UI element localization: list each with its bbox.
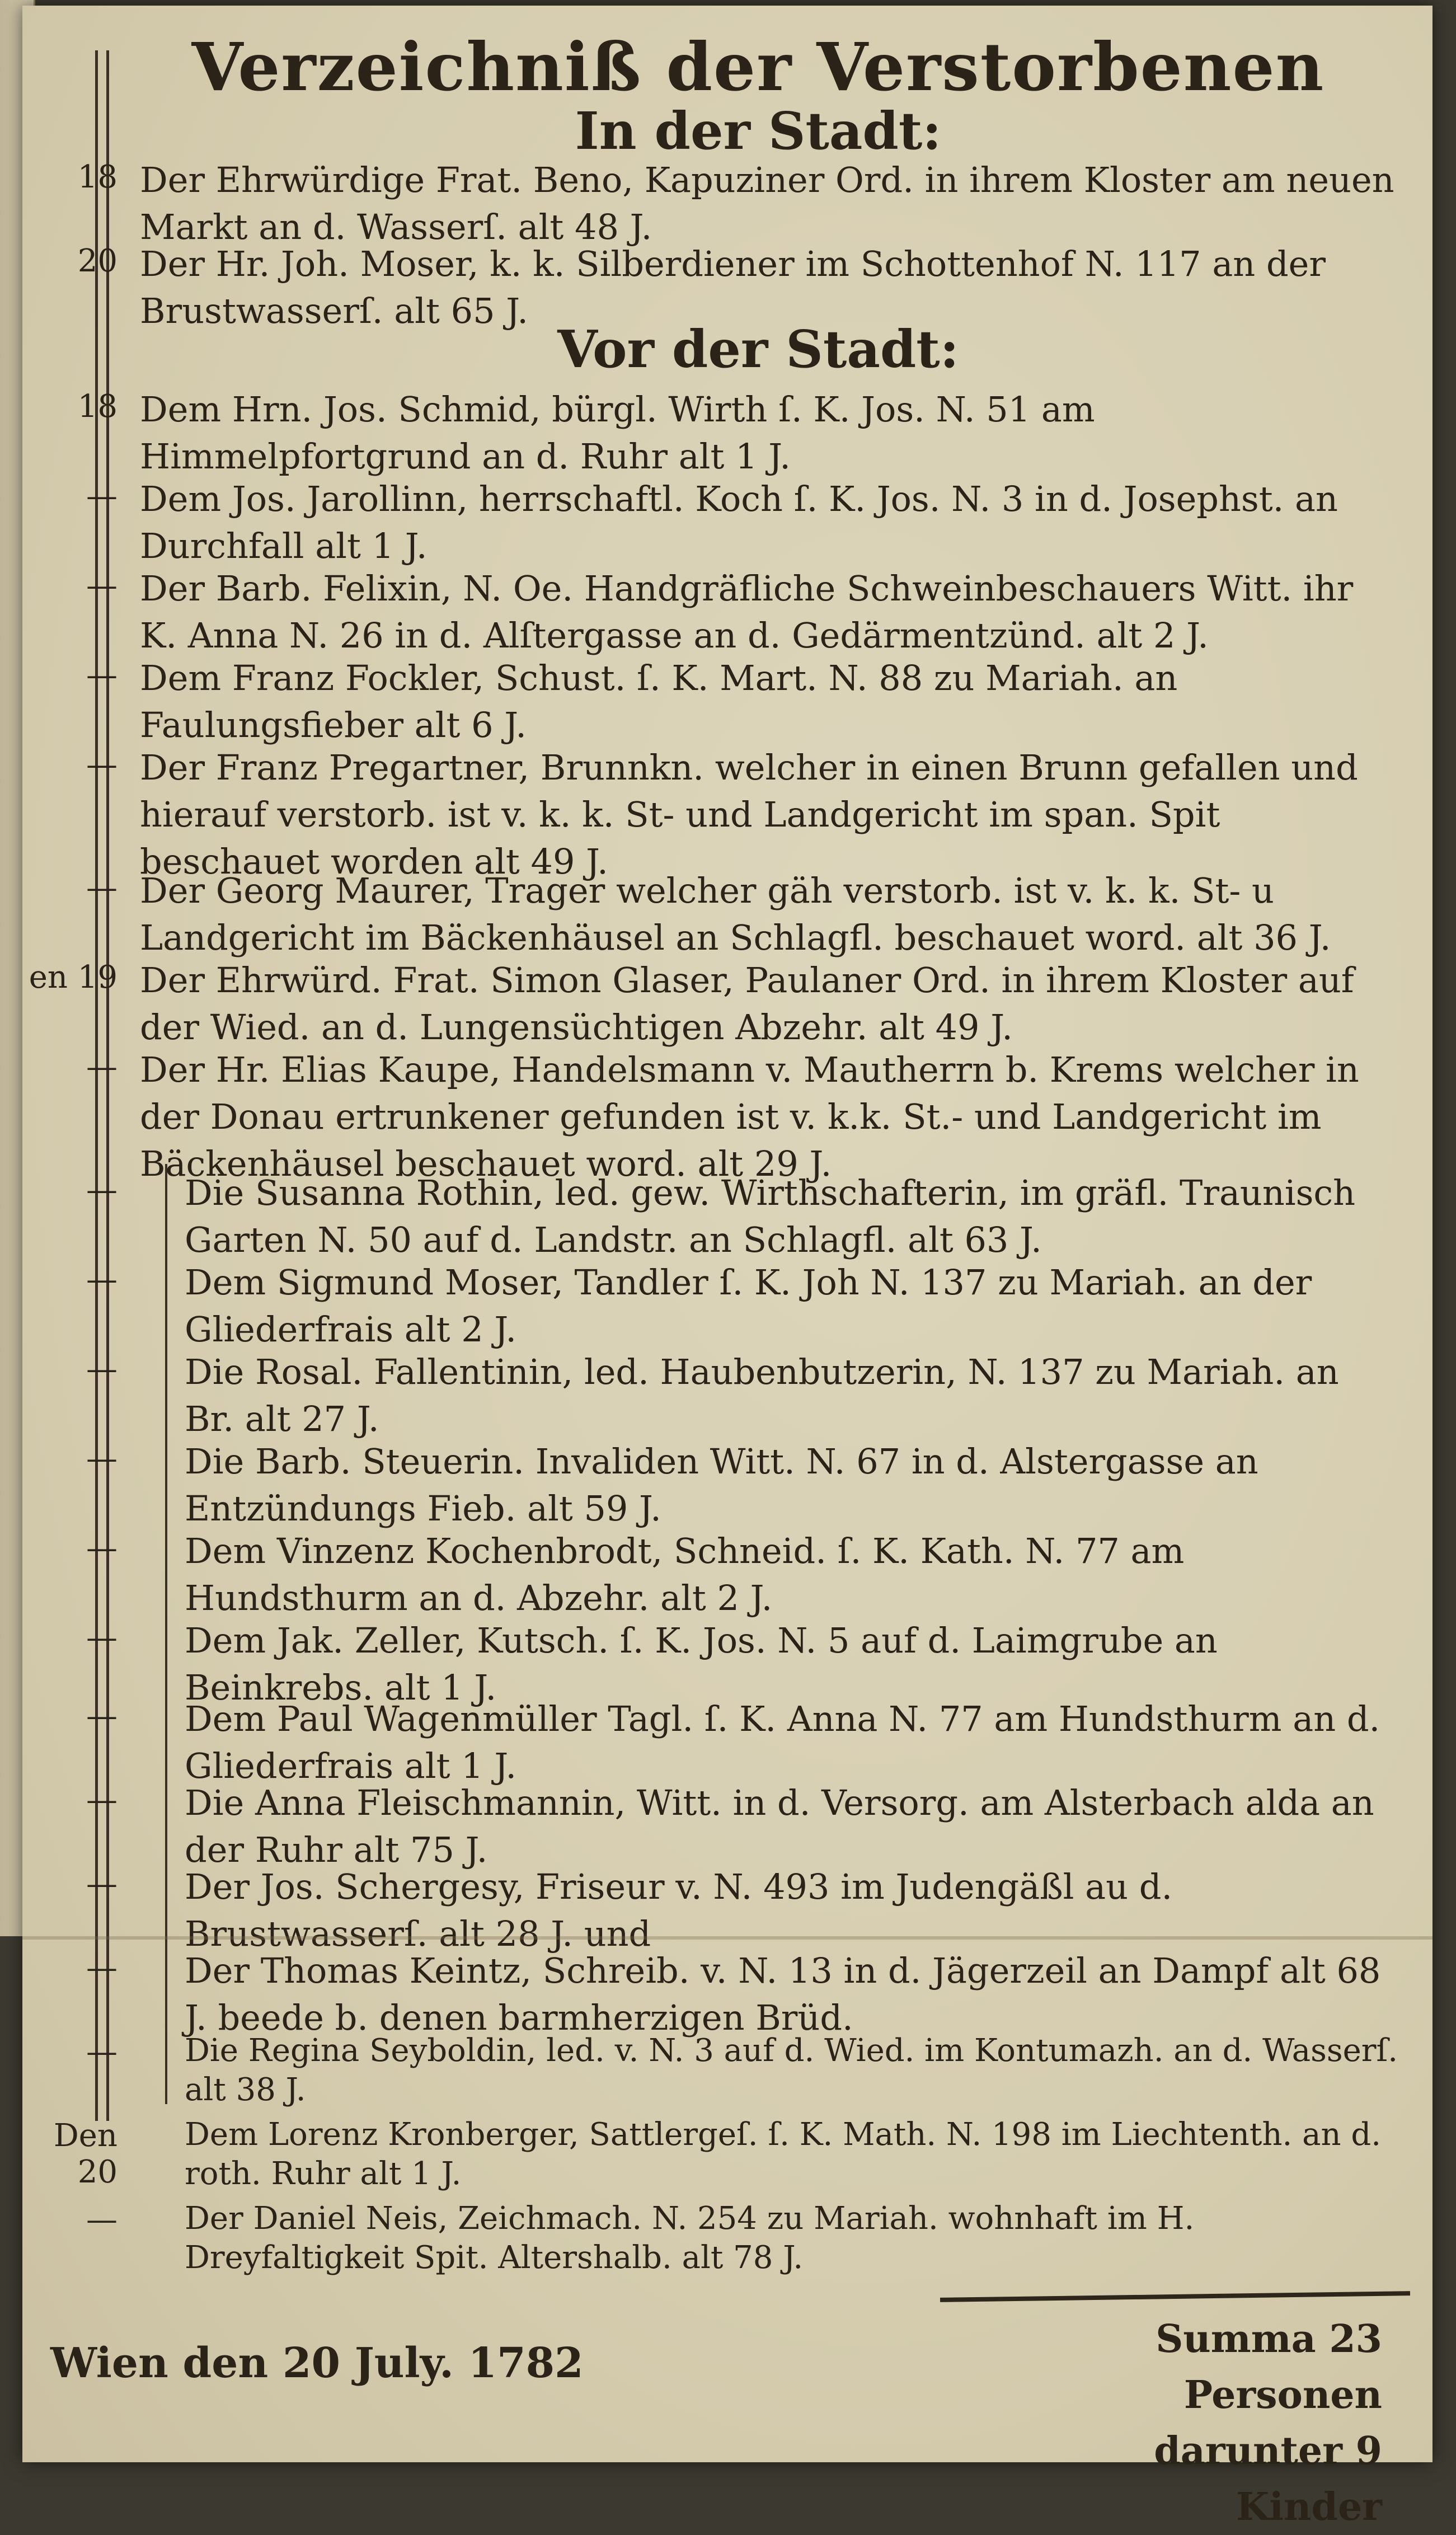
entry-text: Der Jos. Schergesy, Friseur v. N. 493 im Judengäßl au d. Brustwasserſ. alt 28 J. und [185, 1866, 1173, 1954]
entry-text: Dem Sigmund Moser, Tandler ſ. K. Joh N. 137 zu Mariah. an der Gliederfrais alt 2 J. [185, 1262, 1312, 1350]
register-entry [22, 1259, 1432, 1354]
entry-date: — [86, 657, 118, 693]
entry-text: Die Regina Seyboldin, led. v. N. 3 auf d. Wied. im Kontumazh. an d. Wasserſ. alt 38 J. [185, 2032, 1398, 2108]
entry-date: 18 [77, 388, 118, 425]
register-entry [22, 1528, 1432, 1623]
summary-children: darunter 9 Kinder [1154, 2429, 1382, 2529]
entry-text: Der Daniel Neis, Zeichmach. N. 254 zu Mariah. wohnhaft im H. Dreyfaltigkeit Spit. Altershalb. alt 78 J. [185, 2200, 1195, 2276]
section-heading-city: In der Stadt: [575, 101, 942, 161]
register-entry [22, 1349, 1432, 1444]
entry-date: Den 20 [53, 2118, 118, 2190]
register-entry [22, 1863, 1432, 1959]
section-heading-suburbs: Vor der Stadt: [557, 319, 959, 379]
entry-date: — [86, 2201, 118, 2238]
register-entry [22, 1046, 1432, 1184]
entry-text: Der Barb. Felixin, N. Oe. Handgräfliche Schweinbeschauers Witt. ihr K. Anna N. 26 in d. Alſtergasse an d. Gedärmentzünd. alt 2 J. [140, 568, 1354, 656]
entry-text: Der Hr. Elias Kaupe, Handelsmann v. Mautherrn b. Krems welcher in der Donau ertrunkener gefunden ist v. k.k. St.- und Landgericht im Bäckenhäusel beschauet word. alt 29 J. [140, 1049, 1359, 1184]
entry-text: Dem Hrn. Jos. Schmid, bürgl. Wirth ſ. K. Jos. N. 51 am Himmelpfortgrund an d. Ruhr alt 1 J. [140, 389, 1095, 477]
entry-date: — [86, 1530, 118, 1566]
entry-text: Der Hr. Joh. Moser, k. k. Silberdiener im Schottenhof N. 117 an der Brustwasserſ. alt 65 J. [140, 243, 1326, 331]
entry-date: — [86, 1950, 118, 1986]
entry-text: Dem Paul Wagenmüller Tagl. ſ. K. Anna N. 77 am Hundsthurm an d. Gliederfrais alt 1 J. [185, 1698, 1380, 1786]
entry-date: — [86, 1440, 118, 1477]
entry-date: — [86, 1619, 118, 1656]
entry-date: — [86, 2034, 118, 2070]
register-entry [22, 157, 1432, 252]
register-entry [22, 2031, 1432, 2110]
page-fold [22, 1936, 1432, 1940]
summary-block [1018, 2311, 1382, 2535]
entry-date: 20 [77, 243, 118, 279]
register-entry [22, 655, 1432, 750]
entry-text: Der Ehrwürd. Frat. Simon Glaser, Paulaner Ord. in ihrem Kloster auf der Wied. an d. Lungensüchtigen Abzehr. alt 49 J. [140, 960, 1354, 1048]
entry-text: Der Georg Maurer, Trager welcher gäh verstorb. ist v. k. k. St- u Landgericht im Bäckenhäusel an Schlagfl. beschauet word. alt 36 J. [140, 870, 1331, 958]
entry-date: — [86, 1172, 118, 1208]
entry-date: 18 [77, 159, 118, 195]
summary-total: Summa 23 Personen [1156, 2317, 1382, 2417]
entry-text: Die Rosal. Fallentinin, led. Haubenbutzerin, N. 137 zu Mariah. an Br. alt 27 J. [185, 1351, 1339, 1439]
page-title: Verzeichniß der Verstorbenen [191, 28, 1325, 106]
register-entry [22, 1780, 1432, 1875]
entry-text: Der Thomas Keintz, Schreib. v. N. 13 in d. Jägerzeil an Dampf alt 68 J. beede b. denen barmherzigen Brüd. [185, 1950, 1381, 2038]
entry-date: — [86, 1049, 118, 1085]
entry-text: Dem Jak. Zeller, Kutsch. ſ. K. Jos. N. 5 auf d. Laimgrube an Beinkrebs. alt 1 J. [185, 1620, 1218, 1708]
register-entry [22, 2115, 1432, 2194]
entry-date: — [86, 478, 118, 514]
entry-text: Dem Vinzenz Kochenbrodt, Schneid. ſ. K. Kath. N. 77 am Hundsthurm an d. Abzehr. alt 2 J. [185, 1531, 1185, 1618]
register-entry [22, 241, 1432, 336]
register-entry [22, 386, 1432, 481]
entry-text: Dem Lorenz Kronberger, Sattlergeſ. ſ. K. Math. N. 198 im Liechtenth. an d. roth. Ruhr alt 1 J. [185, 2116, 1382, 2192]
entry-text: Der Ehrwürdige Frat. Beno, Kapuziner Ord. in ihrem Kloster am neuen Markt an d. Wasserſ. alt 48 J. [140, 159, 1394, 247]
entry-text: Dem Jos. Jarollinn, herrschaftl. Koch ſ. K. Jos. N. 3 in d. Josephst. an Durchfall alt 1 J. [140, 478, 1338, 566]
entry-text: Der Franz Pregartner, Brunnkn. welcher in einen Brunn gefallen und hierauf verstorb. ist v. k. k. St- und Landgericht im span. Spit beschauet worden alt 49 J. [140, 747, 1358, 882]
register-entry [22, 744, 1432, 882]
register-entry [22, 2199, 1432, 2278]
register-entry [22, 1947, 1432, 2043]
entry-date: — [86, 1866, 118, 1902]
register-entry [22, 1438, 1432, 1533]
entry-date: — [86, 567, 118, 604]
entry-date: — [86, 870, 118, 906]
entry-date: — [86, 747, 118, 783]
register-entry [22, 867, 1432, 963]
register-entry [22, 476, 1432, 571]
document-page [22, 6, 1432, 2529]
entry-date: en 19 [29, 959, 118, 996]
register-entry [22, 1170, 1432, 1265]
entry-text: Die Susanna Rothin, led. gew. Wirthschafterin, im gräfl. Traunisch Garten N. 50 auf d. Landstr. an Schlagfl. alt 63 J. [185, 1172, 1356, 1260]
entry-date: — [86, 1698, 118, 1734]
entry-date: — [86, 1782, 118, 1818]
register-entry [22, 1696, 1432, 1791]
entry-date: — [86, 1351, 118, 1387]
summary-rule [940, 2291, 1410, 2302]
entry-text: Die Barb. Steuerin. Invaliden Witt. N. 67 in d. Alstergasse an Entzündungs Fieb. alt 59 J. [185, 1441, 1258, 1529]
entry-text: Die Anna Fleischmannin, Witt. in d. Versorg. am Alsterbach alda an der Ruhr alt 75 J. [185, 1782, 1374, 1870]
place-and-date: Wien den 20 July. 1782 [50, 2339, 584, 2387]
register-entry [22, 957, 1432, 1052]
entry-text: Dem Franz Fockler, Schust. ſ. K. Mart. N. 88 zu Mariah. an Faulungsfieber alt 6 J. [140, 658, 1178, 745]
entry-date: — [86, 1261, 118, 1298]
register-entry [22, 565, 1432, 660]
